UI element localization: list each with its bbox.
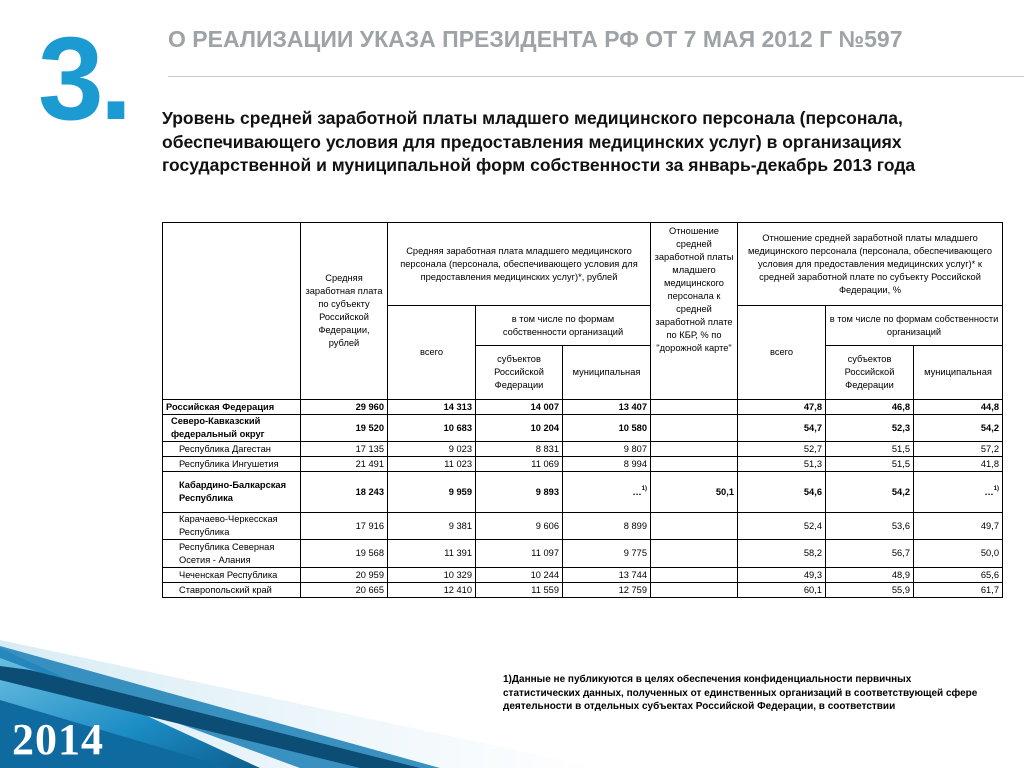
header-blank: [163, 223, 301, 400]
header-subjects: субъектов Российской Федерации: [476, 346, 563, 400]
header-ratio-including: в том числе по формам собственности организаций: [826, 306, 1003, 346]
salary-table: [162, 222, 1003, 598]
table-row: Кабардино-Балкарская Республика 18 243 9 959 9 893 …$^{1)}$ 50,1 54,6 54,2 …$^{1)}$: [163, 472, 1003, 513]
footnote-marker: 1): [993, 485, 999, 492]
header-ratio-subjects: субъектов Российской Федерации: [826, 346, 914, 400]
header-divider: [168, 76, 1024, 77]
table-row: Ставропольский край 20 665 12 410 11 559 12 759 60,1 55,9 61,7: [163, 583, 1003, 598]
header-municipal: муниципальная: [563, 346, 651, 400]
header-title: О РЕАЛИЗАЦИИ УКАЗА ПРЕЗИДЕНТА РФ ОТ 7 МАЯ 2012 Г №597: [168, 26, 903, 52]
table-row: Республика Северная Осетия - Алания 19 568 11 391 11 097 9 775 58,2 56,7 50,0: [163, 540, 1003, 568]
slide-subtitle: Уровень средней заработной платы младшего медицинского персонала (персонала, обеспечивающего условия для предоставления медицинских услуг) в организациях государственной и муниципальной форм собственности за январь-декабрь 2013 года: [162, 108, 916, 175]
mun-value-cell: …$^{1)}$: [563, 472, 651, 513]
header-total: всего: [388, 306, 476, 400]
table-row: Республика Ингушетия 21 491 11 023 11 069 8 994 51,3 51,5 41,8: [163, 457, 1003, 472]
footnote-marker: 1): [641, 485, 647, 492]
header-junior-avg: Средняя заработная плата младшего медицинского персонала (персонала, обеспечивающего условия для предоставления медицинских услуг)*, рублей: [388, 223, 651, 306]
header-ratio-kbr: Отношение средней заработной платы младшего медицинского персонала к средней заработной плате по КБР, % по "дорожной карте": [651, 223, 738, 400]
table-row: Карачаево-Черкесская Республика 17 916 9 381 9 606 8 899 52,4 53,6 49,7: [163, 513, 1003, 540]
header-subject-avg: Средняя заработная плата по субъекту Российской Федерации, рублей: [301, 223, 388, 400]
year-label: 2014: [12, 715, 104, 764]
table-row: Северо-Кавказский федеральный округ 19 520 10 683 10 204 10 580 54,7 52,3 54,2: [163, 415, 1003, 442]
slide-number: 3.: [38, 13, 129, 145]
header-ratio-subject: Отношение средней заработной платы младшего медицинского персонала (персонала, обеспечивающего условия для предоставления медицинских услуг)* к средней заработной плате по субъекту Российской Федерации, %: [738, 223, 1003, 306]
header-ratio-municipal: муниципальная: [914, 346, 1003, 400]
table-row: Республика Дагестан 17 135 9 023 8 831 9 807 52,7 51,5 57,2: [163, 442, 1003, 457]
ratio-mun-cell: …$^{1)}$: [914, 472, 1003, 513]
table-row: Российская Федерация 29 960 14 313 14 007 13 407 47,8 46,8 44,8: [163, 400, 1003, 415]
header-ratio-total: всего: [738, 306, 826, 400]
footnote-text: 1)Данные не публикуются в целях обеспечения конфиденциальности первичных статистических данных, полученных от единственных организаций в соответствующей сфере деятельности в отдельных субъектах Российской Федерации, в соответствии: [503, 674, 978, 712]
header-including: в том числе по формам собственности организаций: [476, 306, 651, 346]
table-row: Чеченская Республика 20 959 10 329 10 244 13 744 49,3 48,9 65,6: [163, 568, 1003, 583]
